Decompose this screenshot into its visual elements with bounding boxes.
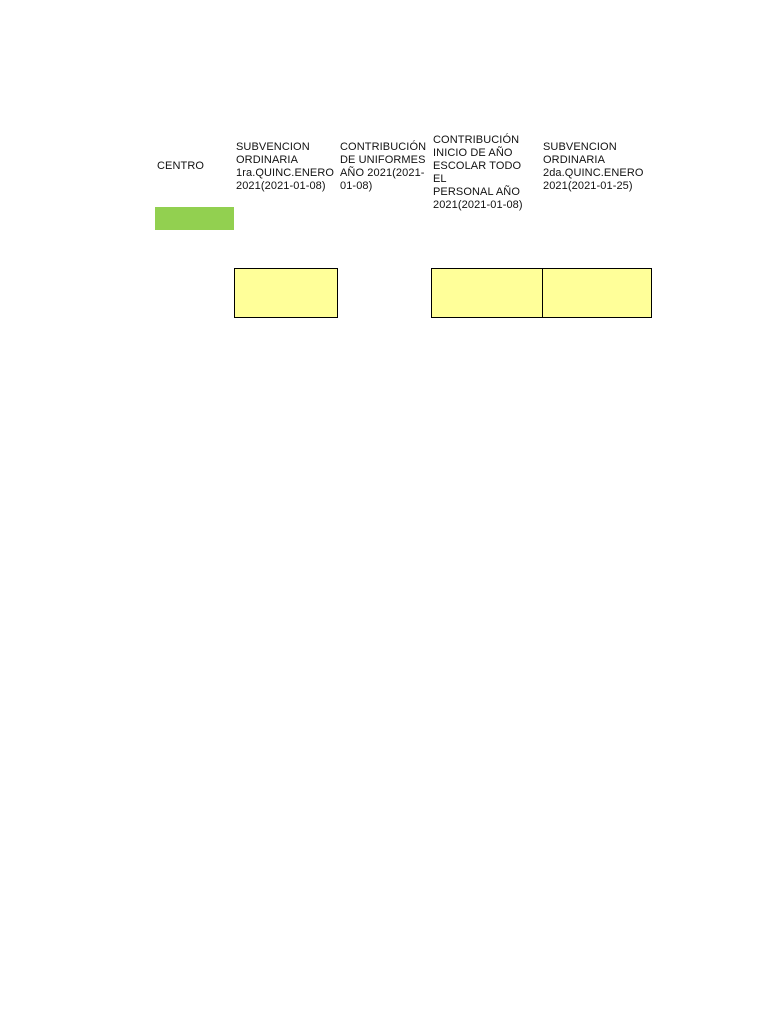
header-contribucion-inicio-ano-escolar: CONTRIBUCIÓN INICIO DE AÑO ESCOLAR TODO EL PERSONAL AÑO 2021(2021-01-08) bbox=[433, 134, 523, 211]
yellow-cell-contribucion-inicio bbox=[431, 268, 543, 318]
yellow-cell-subvencion-1ra bbox=[234, 268, 338, 318]
header-subvencion-2da-quincena: SUBVENCION ORDINARIA 2da.QUINC.ENERO 2021(2021-01-25) bbox=[543, 141, 644, 192]
header-subvencion-1ra-quincena: SUBVENCION ORDINARIA 1ra.QUINC.ENERO 2021(2021-01-08) bbox=[236, 141, 335, 192]
yellow-cell-subvencion-2da bbox=[542, 268, 652, 318]
green-highlight-cell bbox=[155, 207, 234, 230]
header-centro: CENTRO bbox=[157, 160, 205, 172]
header-contribucion-uniformes: CONTRIBUCIÓN DE UNIFORMES AÑO 2021(2021- 01-08) bbox=[340, 141, 427, 192]
